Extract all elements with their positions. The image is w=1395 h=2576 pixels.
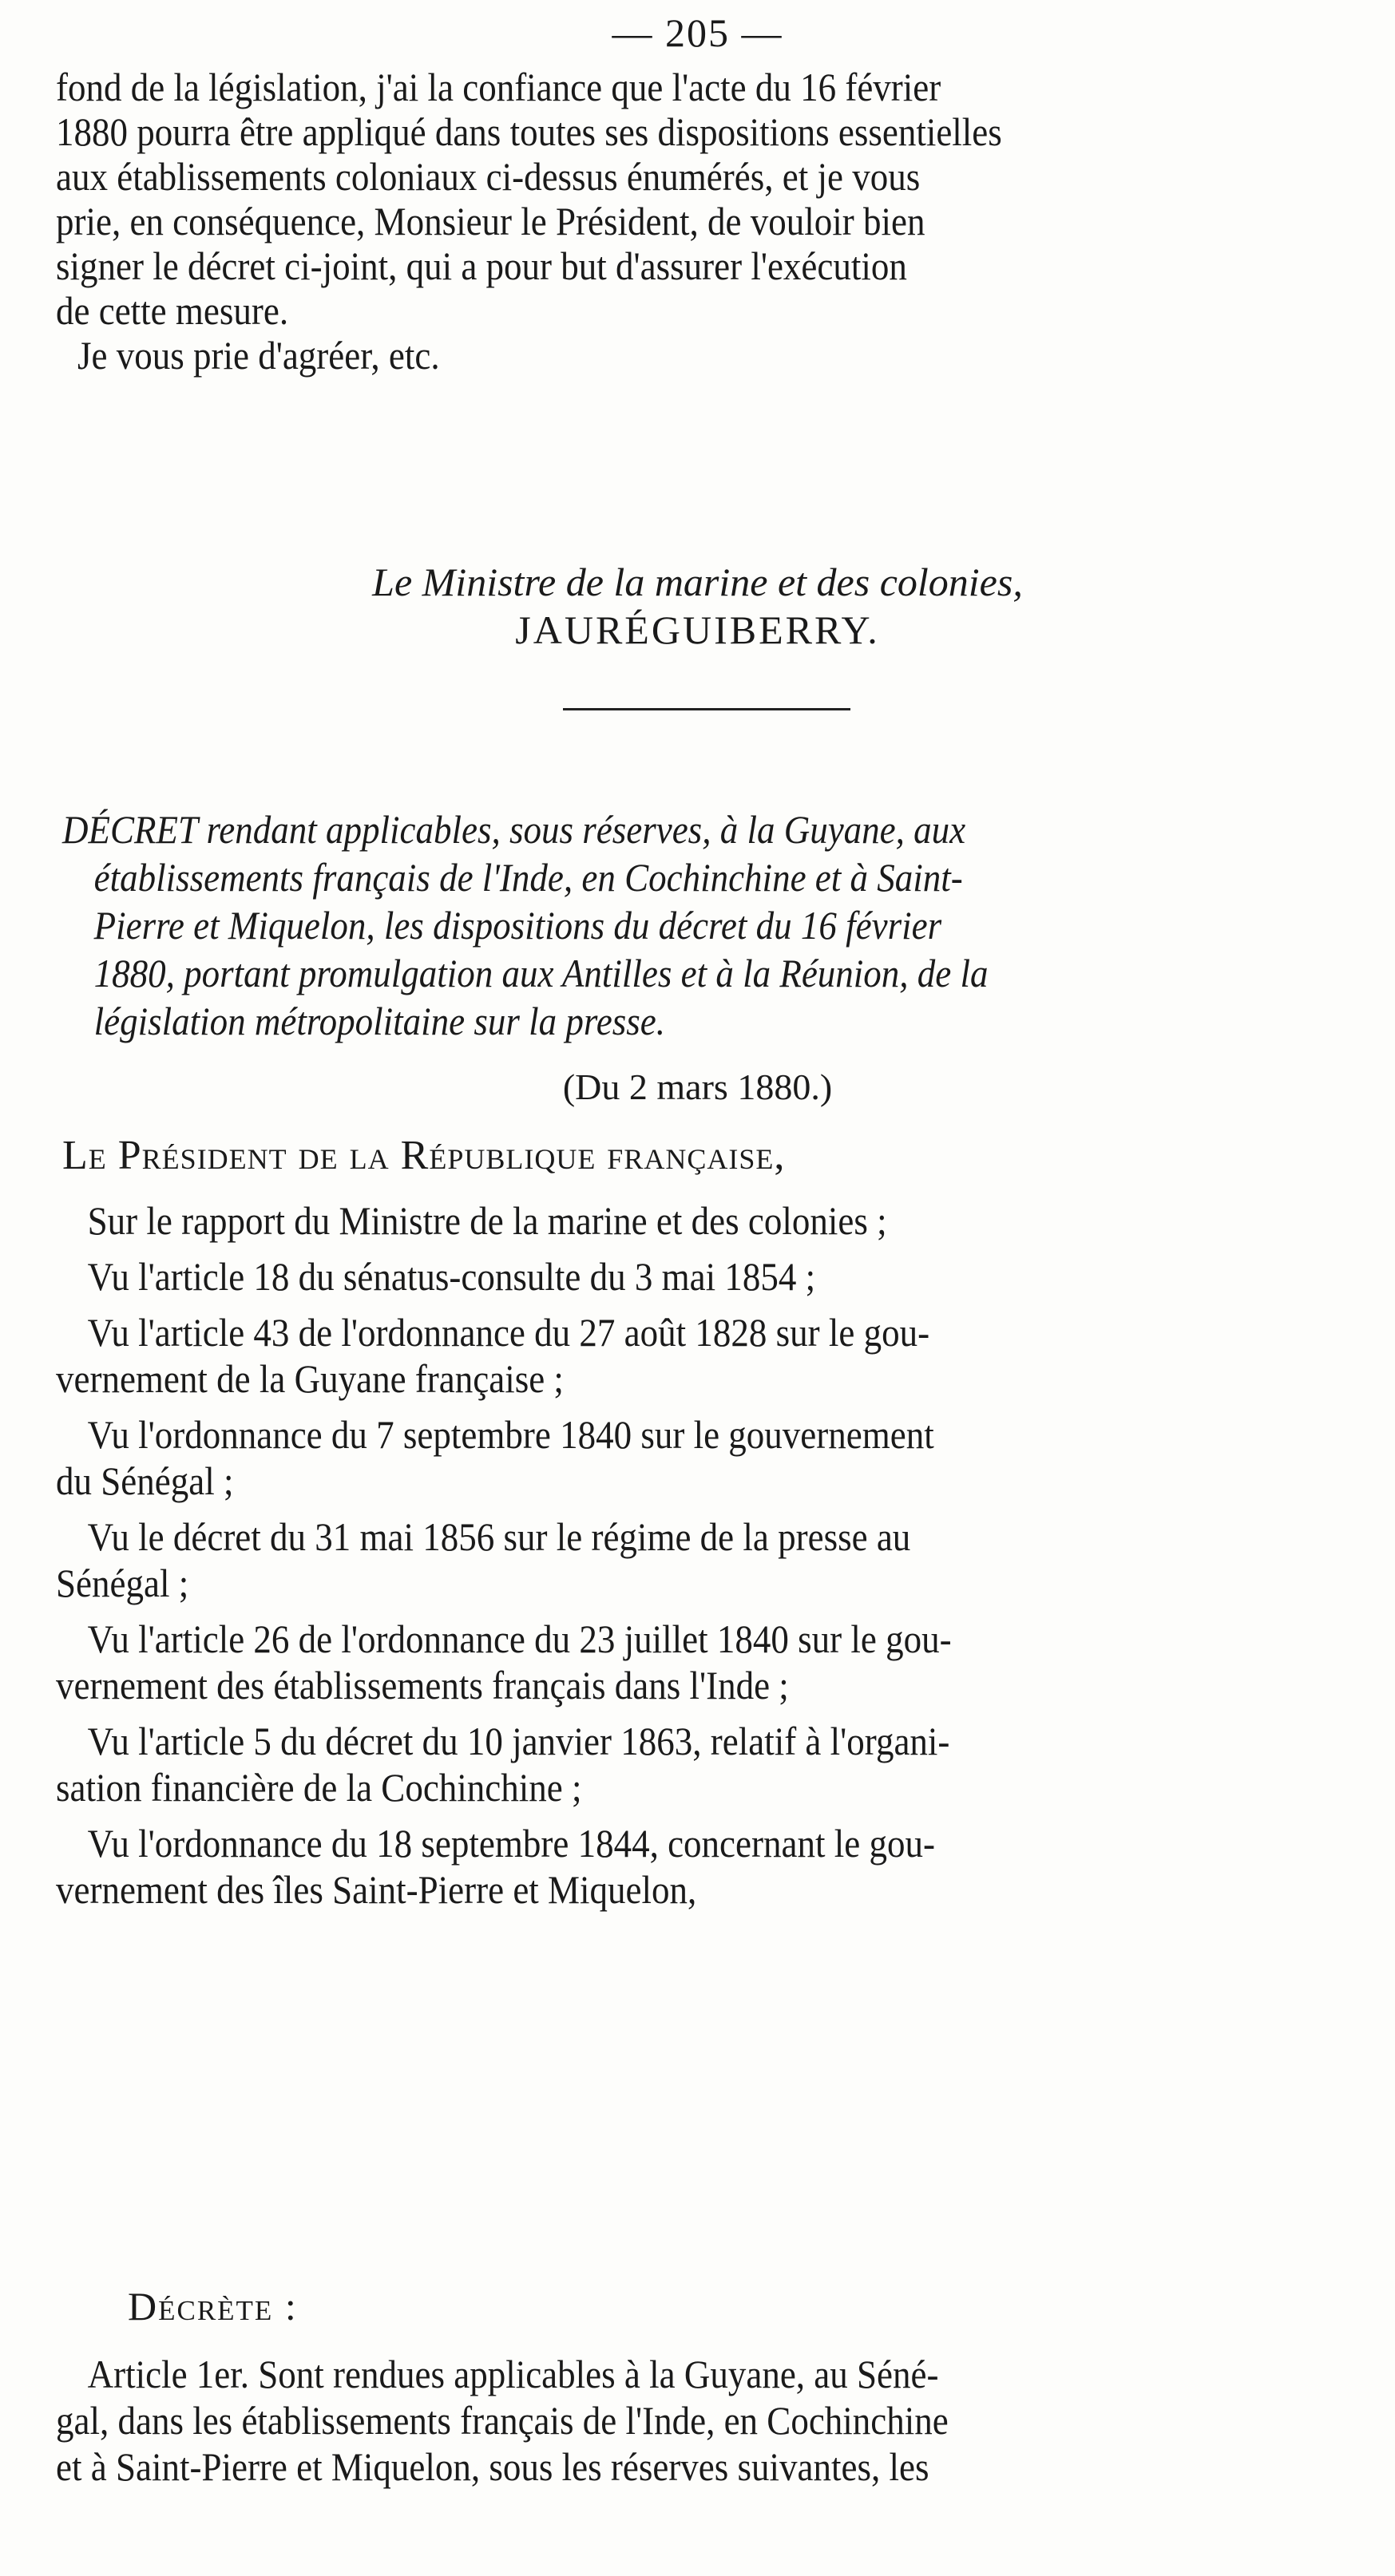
decree-title-line: Pierre et Miquelon, les dispositions du décret du 16 février [93,903,942,948]
president-heading: Le Président de la République française, [62,1133,786,1178]
text-line: aux établissements coloniaux ci-dessus énumérés, et je vous [56,154,921,199]
text-line: 1880 pourra être appliqué dans toutes ses dispositions essentielles [56,109,1002,154]
decree-date: (Du 2 mars 1880.) [562,1066,833,1107]
decree-title-line: DÉCRET rendant applicables, sous réserves, à la Guyane, aux [62,807,966,852]
article-line: et à Saint-Pierre et Miquelon, sous les réserves suivantes, les [56,2444,929,2489]
signature-title: Le Ministre de la marine et des colonies, [372,560,1023,604]
visa-line: du Sénégal ; [56,1458,234,1503]
visa-line: sation financière de la Cochinchine ; [56,1765,582,1810]
visa-line: Sur le rapport du Ministre de la marine et des colonies ; [87,1198,887,1243]
page-number: — 205 — [612,10,783,55]
closing-formula: Je vous prie d'agréer, etc. [77,333,440,378]
decree-title-line: législation métropolitaine sur la presse. [93,999,665,1043]
visas-block [56,1197,1306,1913]
decree-title [62,806,1356,1046]
visa-line: Vu l'ordonnance du 18 septembre 1844, concernant le gou- [87,1821,935,1866]
visa-line: Vu l'article 43 de l'ordonnance du 27 août 1828 sur le gou- [87,1310,930,1355]
visa-line: Vu l'article 5 du décret du 10 janvier 1863, relatif à l'organi- [87,1719,950,1763]
visa-line: Vu l'ordonnance du 7 septembre 1840 sur le gouvernement [87,1412,934,1457]
visa-line: Sénégal ; [56,1561,189,1605]
visa-line: Vu l'article 18 du sénatus-consulte du 3 mai 1854 ; [87,1254,816,1299]
article-line: Article 1er. Sont rendues applicables à la Guyane, au Séné- [87,2352,939,2396]
visa-line: vernement de la Guyane française ; [56,1356,564,1401]
decree-title-line: établissements français de l'Inde, en Cochinchine et à Saint- [93,855,963,900]
text-line: fond de la législation, j'ai la confiance que l'acte du 16 février [56,65,941,109]
signature-name: JAURÉGUIBERRY. [515,607,880,652]
section-divider [563,708,850,710]
visa-line: Vu l'article 26 de l'ordonnance du 23 juillet 1840 sur le gou- [87,1616,952,1661]
intro-paragraph [56,64,1306,377]
decree-title-line: 1880, portant promulgation aux Antilles et à la Réunion, de la [93,951,989,995]
article-line: gal, dans les établissements français de l'Inde, en Cochinchine [56,2398,949,2443]
text-line: signer le décret ci-joint, qui a pour but d'assurer l'exécution [56,243,907,288]
visa-line: vernement des établissements français dans l'Inde ; [56,1663,789,1707]
text-line: de cette mesure. [56,288,289,333]
article-block [56,2351,1306,2490]
text-line: prie, en conséquence, Monsieur le Président, de vouloir bien [56,199,925,243]
visa-line: Vu le décret du 31 mai 1856 sur le régime de la presse au [87,1514,911,1559]
decrete-heading: Décrète : [128,2284,298,2329]
visa-line: vernement des îles Saint-Pierre et Miquelon, [56,1867,697,1912]
